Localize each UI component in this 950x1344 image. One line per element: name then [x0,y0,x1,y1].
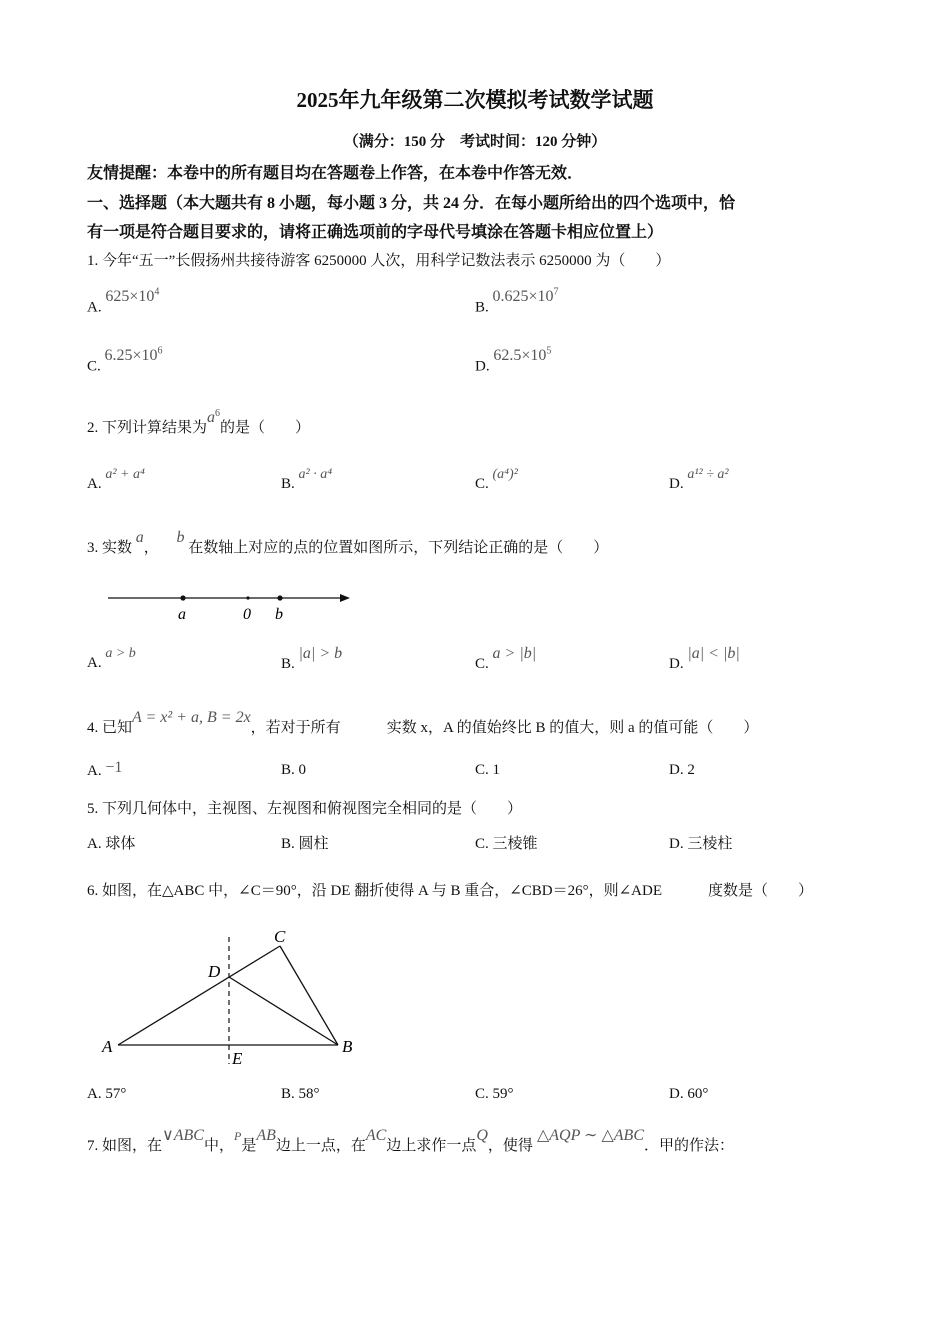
q2-option-a: A. a² + a⁴ [87,467,145,492]
vertex-label-A: A [102,1037,113,1056]
q1-option-c: C. $6.25\times 10^6$ [87,346,163,375]
vertex-label-D: D [208,962,221,981]
q6-option-c: C. 59° [475,1086,514,1102]
section-heading-line1: 一、选择题（本大题共有 8 小题，每小题 3 分，共 24 分．在每小题所给出的四个选项中，恰 [87,195,736,212]
page-title: 2025年九年级第二次模拟考试数学试题 [296,88,654,112]
point-b [277,595,282,600]
q3-option-a: A. a > b [87,646,136,671]
q1-option-d: D. $62.5\times 10^5$ [475,346,552,375]
vertex-label-C: C [274,927,286,946]
axis-label-a: a [178,606,186,623]
q4-option-a: A. −1 [87,759,123,779]
q2-option-b: B. a² · a⁴ [281,467,333,492]
q6-option-b: B. 58° [281,1086,320,1102]
q5-option-b: B. 圆柱 [281,836,329,852]
exam-info: （满分：150 分 考试时间：120 分钟） [343,134,607,150]
q1-option-b: B. $0.625\times 10^7$ [475,287,559,316]
question-2-stem: 2. 下列计算结果为$a^6$的是（ ） [87,408,311,436]
question-7-stem: 7. 如图，在∨ABC中，$^P$是AB边上一点，在AC边上求作一点Q，使得△AQP ∼ △ABC．甲的作法： [87,1127,734,1154]
segment-CB [280,946,338,1045]
segment-DB [229,977,338,1045]
q2-option-d: D. a¹² ÷ a² [669,467,729,492]
q6-option-a: A. 57° [87,1086,127,1102]
axis-label-b: b [275,606,283,623]
q3-option-c: C. a > |b| [475,645,537,672]
q5-option-a: A. 球体 [87,836,136,852]
question-4-stem: 4. 已知A = x² + a, B = 2x，若对于所有 实数 x，A 的值始终比 B 的值大，则 a 的值可能（ ） [87,709,759,736]
triangle-figure [98,922,368,1072]
q1-option-a: A. $625\times 10^4$ [87,287,160,316]
q2-option-c: C. (a⁴)² [475,467,518,492]
vertex-label-E: E [232,1049,243,1068]
q4-option-b: B. 0 [281,762,307,778]
question-5-stem: 5. 下列几何体中，主视图、左视图和俯视图完全相同的是（ ） [87,801,523,817]
question-3-stem: 3. 实数 a， b 在数轴上对应的点的位置如图所示，下列结论正确的是（ ） [87,529,609,556]
q5-option-d: D. 三棱柱 [669,836,733,852]
reminder: 友情提醒：本卷中的所有题目均在答题卷上作答，在本卷中作答无效． [87,165,584,182]
segment-AC [118,946,280,1045]
axis-label-zero: 0 [243,606,251,623]
question-6-stem: 6. 如图，在△ABC 中，∠C＝90°，沿 DE 翻折使得 A 与 B 重合，∠CBD＝26°，则∠ADE 度数是（ ） [87,883,814,899]
q6-option-d: D. 60° [669,1086,709,1102]
point-origin [246,596,249,599]
question-1-stem: 1. 今年“五一”长假扬州共接待游客 6250000 人次，用科学记数法表示 6250000 为（ ） [87,253,671,269]
q3-option-b: B. |a| > b [281,645,343,672]
number-line-figure [100,586,360,626]
q5-option-c: C. 三棱锥 [475,836,538,852]
point-a [180,595,185,600]
q4-option-c: C. 1 [475,762,501,778]
q3-option-d: D. |a| < |b| [669,645,740,672]
number-line-arrow [340,594,350,602]
vertex-label-B: B [342,1037,353,1056]
section-heading-line2: 有一项是符合题目要求的，请将正确选项前的字母代号填涂在答题卡相应位置上） [87,224,664,241]
q4-option-d: D. 2 [669,762,695,778]
